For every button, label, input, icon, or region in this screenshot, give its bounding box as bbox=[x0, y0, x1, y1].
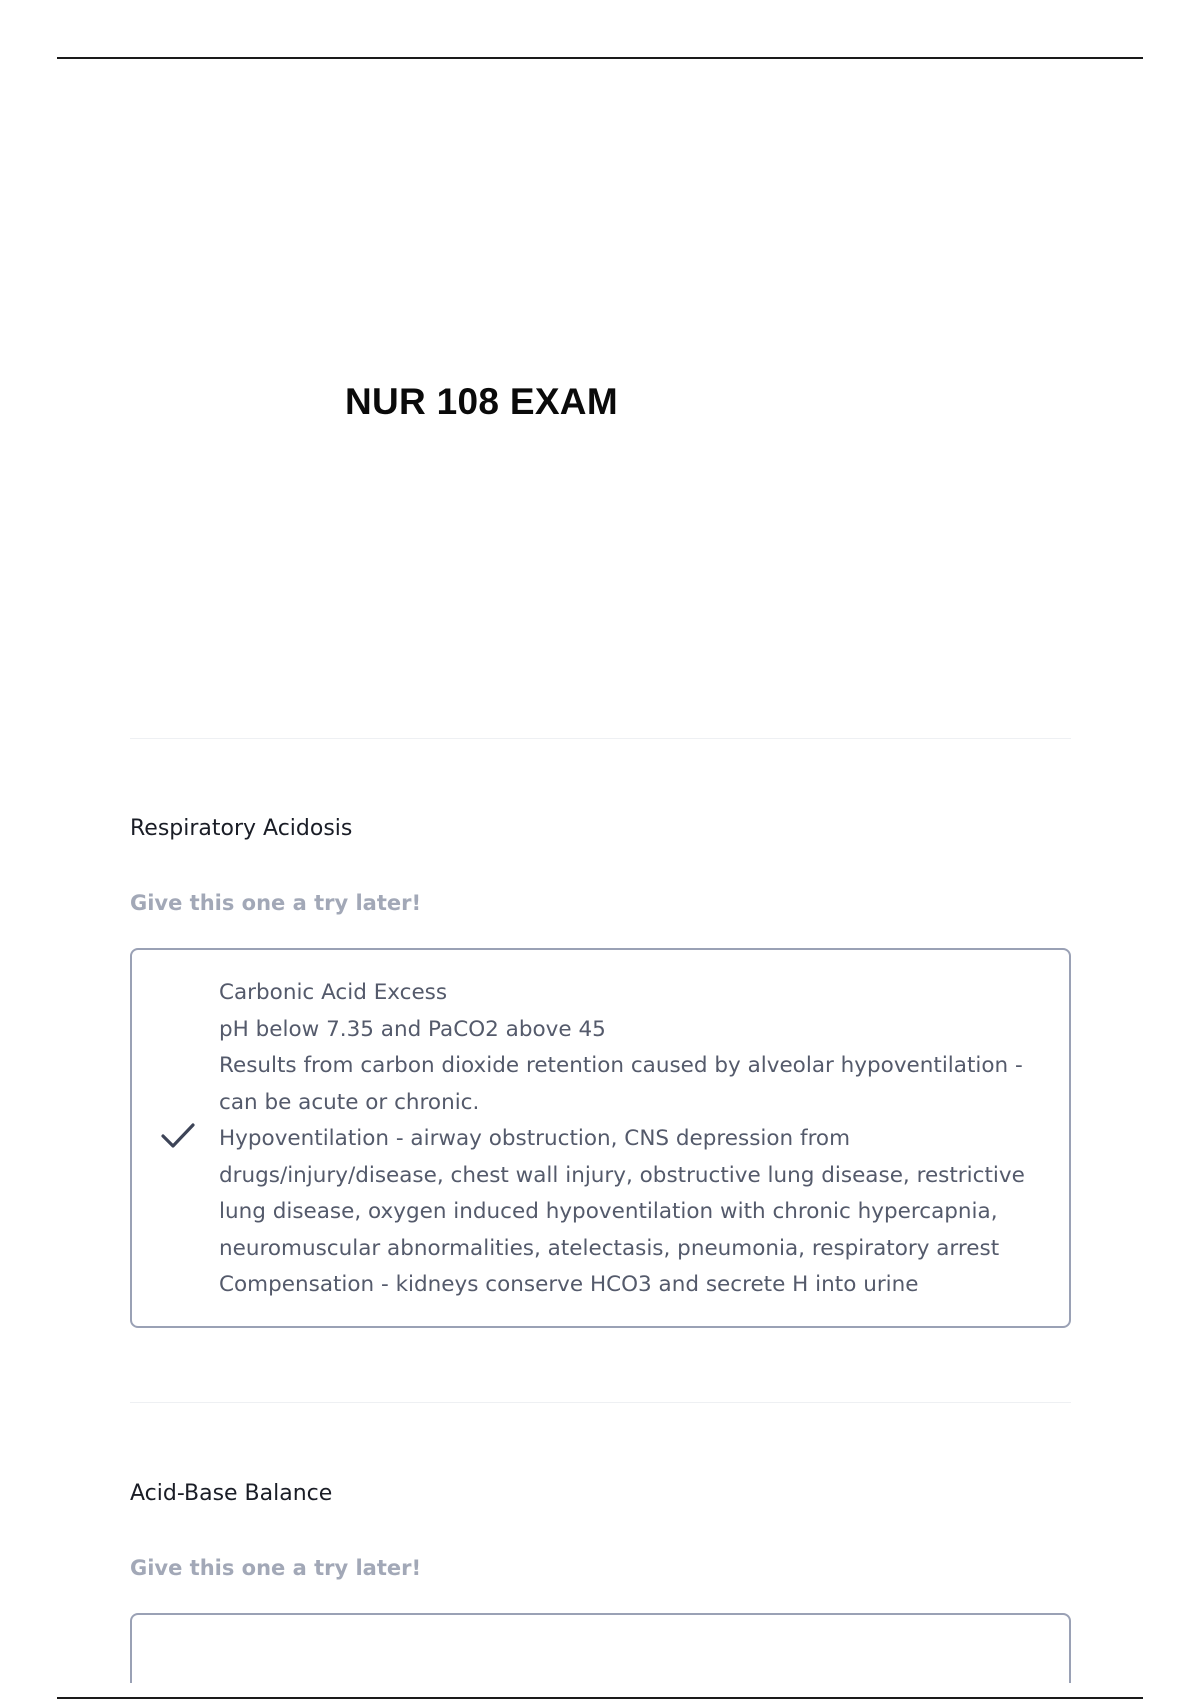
answer-line: Results from carbon dioxide retention caused by alveolar hypoventilation - bbox=[219, 1053, 1023, 1078]
card-term: Respiratory Acidosis bbox=[130, 816, 353, 841]
document-title: NUR 108 EXAM bbox=[345, 381, 618, 422]
answer-line: Carbonic Acid Excess bbox=[219, 980, 448, 1005]
answer-card[interactable] bbox=[130, 948, 1071, 1328]
answer-line: pH below 7.35 and PaCO2 above 45 bbox=[219, 1016, 606, 1042]
card-status: Give this one a try later! bbox=[130, 891, 422, 915]
page-top-rule bbox=[57, 57, 1143, 59]
answer-line: drugs/injury/disease, chest wall injury, obstructive lung disease, restrictive bbox=[219, 1162, 1025, 1188]
check-icon bbox=[160, 1121, 196, 1151]
answer-card[interactable] bbox=[130, 1613, 1071, 1683]
page-bottom-rule bbox=[57, 1697, 1143, 1699]
answer-text bbox=[219, 975, 1047, 1304]
answer-line: Compensation - kidneys conserve HCO3 and secrete H into urine bbox=[219, 1272, 919, 1297]
section-divider bbox=[130, 1402, 1071, 1403]
answer-line: Hypoventilation - airway obstruction, CNS depression from bbox=[219, 1126, 851, 1151]
card-term: Acid-Base Balance bbox=[130, 1481, 333, 1506]
card-status: Give this one a try later! bbox=[130, 1556, 422, 1580]
section-divider bbox=[130, 738, 1071, 739]
answer-line: can be acute or chronic. bbox=[219, 1089, 480, 1115]
answer-line: lung disease, oxygen induced hypoventilation with chronic hypercapnia, bbox=[219, 1199, 998, 1224]
answer-line: neuromuscular abnormalities, atelectasis, pneumonia, respiratory arrest bbox=[219, 1235, 1000, 1261]
